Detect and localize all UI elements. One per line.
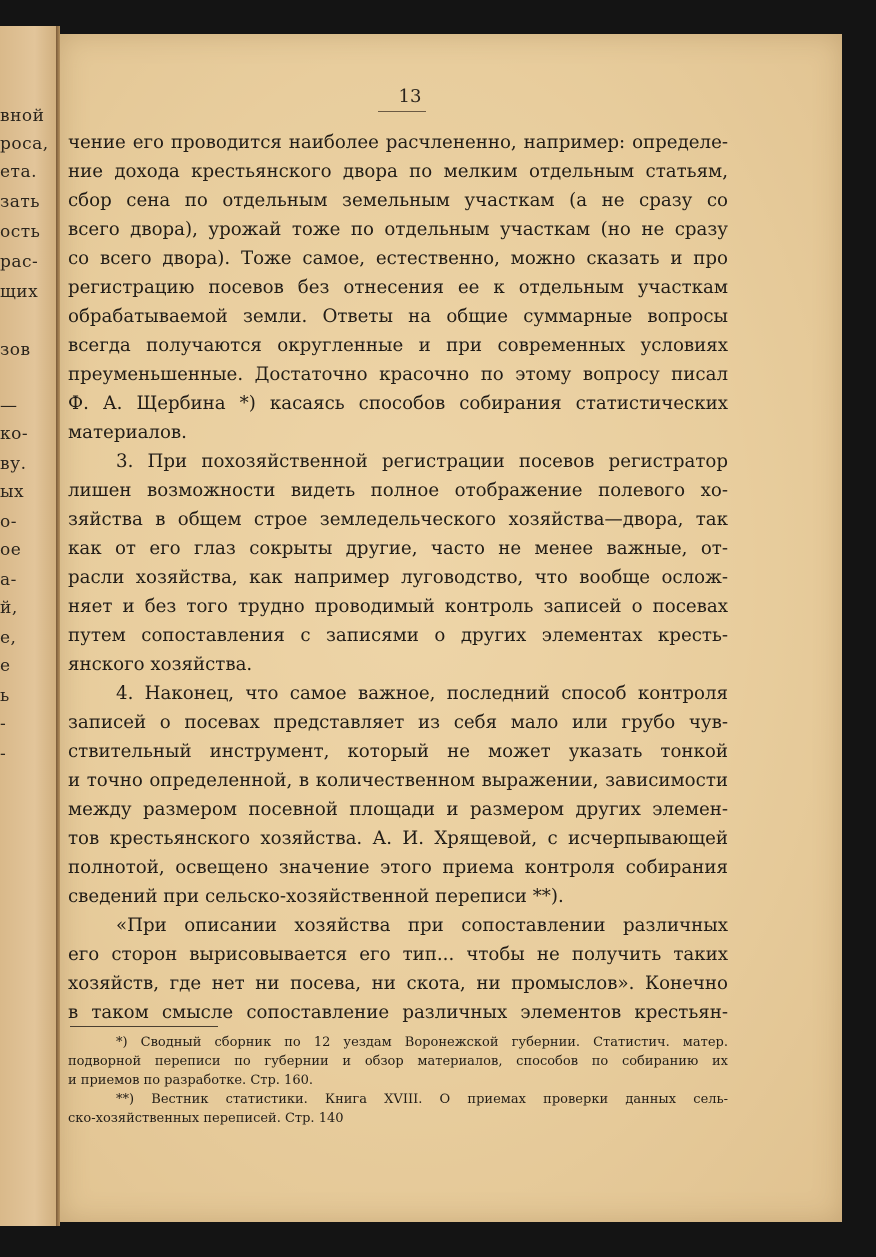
text-line: всегда получаются округленные и при современных условиях — [68, 335, 728, 356]
left-page-text-fragment: ое — [0, 540, 22, 560]
page-number: 13 — [398, 86, 422, 107]
left-page-text-fragment: - — [0, 744, 7, 764]
footnote-rule — [70, 1026, 218, 1027]
left-page-text-fragment: е, — [0, 628, 17, 648]
text-line: путем сопоставления с записями о других элементах кресть- — [68, 625, 728, 646]
left-page-text-fragment: ых — [0, 482, 25, 502]
text-line: ние дохода крестьянского двора по мелким отдельным статьям, — [68, 161, 728, 182]
text-line: полнотой, освещено значение этого приема контроля собирания — [68, 857, 728, 878]
left-page-text-fragment: - — [0, 714, 7, 734]
footnote-line: подворной переписи по губернии и обзор материалов, способов по собиранию их — [68, 1054, 728, 1069]
text-line: «При описании хозяйства при сопоставлении различных — [116, 915, 728, 936]
footnote-line: и приемов по разработке. Стр. 160. — [68, 1073, 313, 1088]
paragraph — [68, 679, 728, 911]
left-page-text-fragment: зать — [0, 192, 41, 212]
footnote-line: **) Вестник статистики. Книга XVIII. О приемах проверки данных сель- — [116, 1092, 728, 1107]
text-line: его сторон вырисовывается его тип... чтобы не получить таких — [68, 944, 728, 965]
left-page-text-fragment: ь — [0, 686, 10, 706]
text-line: расли хозяйства, как например луговодство, что вообще ослож- — [68, 567, 728, 588]
left-page-text-fragment: е — [0, 656, 11, 676]
text-line: Ф. А. Щербина *) касаясь способов собирания статистических — [68, 393, 728, 414]
left-page-text-fragment: щих — [0, 282, 39, 302]
paragraph — [68, 128, 728, 447]
text-line: лишен возможности видеть полное отображение полевого хо- — [68, 480, 728, 501]
text-line: чение его проводится наиболее расчлененно, например: определе- — [68, 132, 728, 153]
text-line: няет и без того трудно проводимый контроль записей о посевах — [68, 596, 728, 617]
body-text — [68, 128, 728, 1027]
footnote-line: *) Сводный сборник по 12 уездам Воронежской губернии. Статистич. матер. — [116, 1035, 728, 1050]
book-page — [60, 34, 842, 1222]
text-line: зяйства в общем строе земледельческого хозяйства—двора, так — [68, 509, 728, 530]
left-page-text-fragment: роса, — [0, 134, 49, 154]
left-page-text-fragment: о- — [0, 512, 17, 532]
footnotes — [68, 1033, 728, 1128]
footnote-line: ско-хозяйственных переписей. Стр. 140 — [68, 1111, 344, 1126]
left-page-text-fragment: ко- — [0, 424, 29, 444]
text-line: как от его глаз сокрыты другие, часто не менее важные, от- — [68, 538, 728, 559]
left-page-edge — [0, 26, 58, 1226]
text-line: всего двора), урожай тоже по отдельным участкам (но не сразу — [68, 219, 728, 240]
text-line: регистрацию посевов без отнесения ее к отдельным участкам — [68, 277, 728, 298]
text-line: хозяйств, где нет ни посева, ни скота, ни промыслов». Конечно — [68, 973, 728, 994]
text-line: 3. При похозяйственной регистрации посевов регистратор — [116, 451, 728, 472]
left-page-text-fragment: зов — [0, 340, 31, 360]
footnote — [68, 1090, 728, 1128]
left-page-text-fragment: — — [0, 396, 18, 416]
text-line: в таком смысле сопоставление различных элементов крестьян- — [68, 1002, 728, 1023]
page-number-rule — [378, 111, 426, 112]
paragraph — [68, 911, 728, 1027]
text-line: и точно определенной, в количественном выражении, зависимости — [68, 770, 728, 791]
left-page-text-fragment: а- — [0, 570, 17, 590]
paragraph — [68, 447, 728, 679]
text-line: 4. Наконец, что самое важное, последний способ контроля — [116, 683, 728, 704]
text-line: янского хозяйства. — [68, 654, 253, 675]
left-page-text-fragment: й, — [0, 598, 18, 618]
text-line: материалов. — [68, 422, 187, 443]
footnote — [68, 1033, 728, 1090]
left-page-text-fragment: рас- — [0, 252, 39, 272]
text-line: сведений при сельско-хозяйственной переписи **). — [68, 886, 564, 907]
text-line: тов крестьянского хозяйства. А. И. Хрящевой, с исчерпывающей — [68, 828, 728, 849]
text-line: сбор сена по отдельным земельным участкам (а не сразу со — [68, 190, 728, 211]
text-line: записей о посевах представляет из себя мало или грубо чув- — [68, 712, 728, 733]
left-page-text-fragment: ву. — [0, 454, 27, 474]
text-line: обрабатываемой земли. Ответы на общие суммарные вопросы — [68, 306, 728, 327]
text-line: со всего двора). Тоже самое, естественно, можно сказать и про — [68, 248, 728, 269]
left-page-text-fragment: ета. — [0, 162, 38, 182]
text-line: ствительный инструмент, который не может указать тонкой — [68, 741, 728, 762]
text-line: преуменьшенные. Достаточно красочно по этому вопросу писал — [68, 364, 728, 385]
left-page-text-fragment: вной — [0, 106, 45, 126]
left-page-text-fragment: ость — [0, 222, 41, 242]
text-line: между размером посевной площади и размером других элемен- — [68, 799, 728, 820]
